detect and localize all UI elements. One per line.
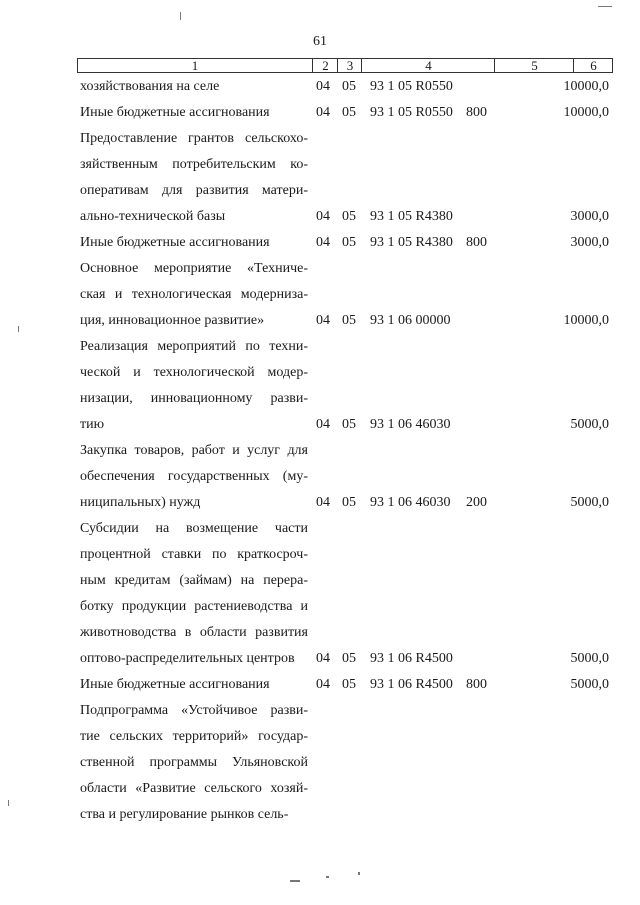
row-name-text: Субсидии на возмещение части (80, 521, 308, 536)
row-line (80, 802, 620, 828)
scan-speck (326, 876, 329, 878)
row-line (80, 724, 620, 750)
row-col-5: 800 (466, 235, 487, 250)
table-row (80, 100, 620, 126)
row-col-4: 93 1 06 R4500 (370, 651, 453, 666)
row-name-text: ства и регулирование рынков сель- (80, 807, 289, 822)
row-line (80, 230, 620, 256)
row-line (80, 360, 620, 386)
row-col-3: 05 (342, 495, 356, 510)
table-row (80, 672, 620, 698)
row-col-3: 05 (342, 313, 356, 328)
row-col-4: 93 1 06 46030 (370, 417, 451, 432)
row-name-text: Иные бюджетные ассигнования (80, 677, 270, 692)
row-col-3: 05 (342, 235, 356, 250)
row-name-text: хозяйствования на селе (80, 79, 220, 94)
row-name-text: Иные бюджетные ассигнования (80, 105, 270, 120)
row-col-6: 5000,0 (570, 417, 609, 432)
row-name-text: Основное мероприятие «Техниче- (80, 261, 308, 276)
row-line (80, 620, 620, 646)
row-line (80, 282, 620, 308)
row-line (80, 412, 620, 438)
scan-speck (18, 326, 19, 332)
row-name-text: оптово-распределительных центров (80, 651, 295, 666)
row-col-4: 93 1 05 R0550 (370, 79, 453, 94)
row-col-6: 5000,0 (570, 495, 609, 510)
row-col-6: 10000,0 (563, 79, 609, 94)
row-col-6: 10000,0 (563, 105, 609, 120)
row-line (80, 464, 620, 490)
page-number: 61 (313, 34, 327, 49)
row-name-text: тию (80, 417, 105, 432)
row-line (80, 438, 620, 464)
row-col-3: 05 (342, 105, 356, 120)
row-line (80, 516, 620, 542)
row-name-text: зяйственным потребительским ко- (80, 157, 308, 172)
row-name-text: животноводства в области развития (80, 625, 308, 640)
row-line (80, 698, 620, 724)
row-col-6: 5000,0 (570, 677, 609, 692)
row-name-text: процентной ставки по краткосроч- (80, 547, 308, 562)
row-name-text: ным кредитам (займам) на перера- (80, 573, 308, 588)
scan-speck (358, 872, 360, 875)
row-line (80, 750, 620, 776)
row-col-6: 3000,0 (570, 209, 609, 224)
row-line (80, 308, 620, 334)
row-col-2: 04 (316, 417, 330, 432)
row-col-3: 05 (342, 677, 356, 692)
row-col-3: 05 (342, 417, 356, 432)
row-line (80, 256, 620, 282)
table-row (80, 438, 620, 516)
row-name-text: обеспечения государственных (му- (80, 469, 308, 484)
row-line (80, 178, 620, 204)
row-line (80, 568, 620, 594)
header-col-6: 6 (573, 59, 613, 72)
row-col-4: 93 1 05 R4380 (370, 235, 453, 250)
row-col-3: 05 (342, 209, 356, 224)
row-col-3: 05 (342, 79, 356, 94)
row-col-2: 04 (316, 495, 330, 510)
scan-speck (290, 880, 300, 882)
row-col-2: 04 (316, 313, 330, 328)
row-name-text: Иные бюджетные ассигнования (80, 235, 270, 250)
table-row (80, 256, 620, 334)
row-col-5: 800 (466, 105, 487, 120)
table-row (80, 230, 620, 256)
row-name-text: ботку продукции растениеводства и (80, 599, 308, 614)
row-name-text: ская и технологическая модерниза- (80, 287, 308, 302)
row-col-6: 5000,0 (570, 651, 609, 666)
header-col-2: 2 (312, 59, 338, 72)
row-name-text: тие сельских территорий» государ- (80, 729, 308, 744)
row-col-2: 04 (316, 677, 330, 692)
row-name-text: Подпрограмма «Устойчивое разви- (80, 703, 308, 718)
table-header (77, 58, 613, 73)
row-name-text: Реализация мероприятий по техни- (80, 339, 308, 354)
row-line (80, 490, 620, 516)
row-line (80, 776, 620, 802)
row-line (80, 126, 620, 152)
table-row (80, 698, 620, 828)
row-name-text: ально-технической базы (80, 209, 226, 224)
header-col-4: 4 (361, 59, 495, 72)
header-col-1: 1 (191, 58, 199, 73)
table-row (80, 74, 620, 100)
row-line (80, 204, 620, 230)
row-col-2: 04 (316, 79, 330, 94)
row-name-text: области «Развитие сельского хозяй- (80, 781, 308, 796)
row-line (80, 386, 620, 412)
row-col-2: 04 (316, 209, 330, 224)
row-col-6: 3000,0 (570, 235, 609, 250)
row-col-2: 04 (316, 235, 330, 250)
header-col-5: 5 (494, 59, 574, 72)
row-name-text: ственной программы Ульяновской (80, 755, 308, 770)
table-row (80, 334, 620, 438)
row-col-4: 93 1 06 46030 (370, 495, 451, 510)
row-line (80, 152, 620, 178)
row-col-4: 93 1 06 R4500 (370, 677, 453, 692)
row-line (80, 334, 620, 360)
row-col-4: 93 1 05 R0550 (370, 105, 453, 120)
scan-speck (598, 6, 612, 7)
row-name-text: ческой и технологической модер- (80, 365, 308, 380)
row-name-text: ция, инновационное развитие» (80, 313, 265, 328)
row-col-2: 04 (316, 105, 330, 120)
row-col-3: 05 (342, 651, 356, 666)
row-name-text: низации, инновационному разви- (80, 391, 308, 406)
table-row (80, 516, 620, 672)
row-col-4: 93 1 06 00000 (370, 313, 451, 328)
table-row (80, 126, 620, 230)
row-name-text: оперативам для развития матери- (80, 183, 308, 198)
row-name-text: Предоставление грантов сельскохо- (80, 131, 308, 146)
row-col-5: 800 (466, 677, 487, 692)
scan-speck (8, 800, 9, 806)
row-line (80, 542, 620, 568)
row-name-text: Закупка товаров, работ и услуг для (80, 443, 308, 458)
row-col-5: 200 (466, 495, 487, 510)
row-col-6: 10000,0 (563, 313, 609, 328)
row-line (80, 594, 620, 620)
budget-table-body (80, 74, 620, 828)
row-line (80, 646, 620, 672)
scan-speck (180, 12, 181, 20)
row-name-text: ниципальных) нужд (80, 495, 201, 510)
row-line (80, 74, 620, 100)
row-line (80, 100, 620, 126)
header-col-3: 3 (337, 59, 362, 72)
row-col-2: 04 (316, 651, 330, 666)
row-line (80, 672, 620, 698)
row-col-4: 93 1 05 R4380 (370, 209, 453, 224)
